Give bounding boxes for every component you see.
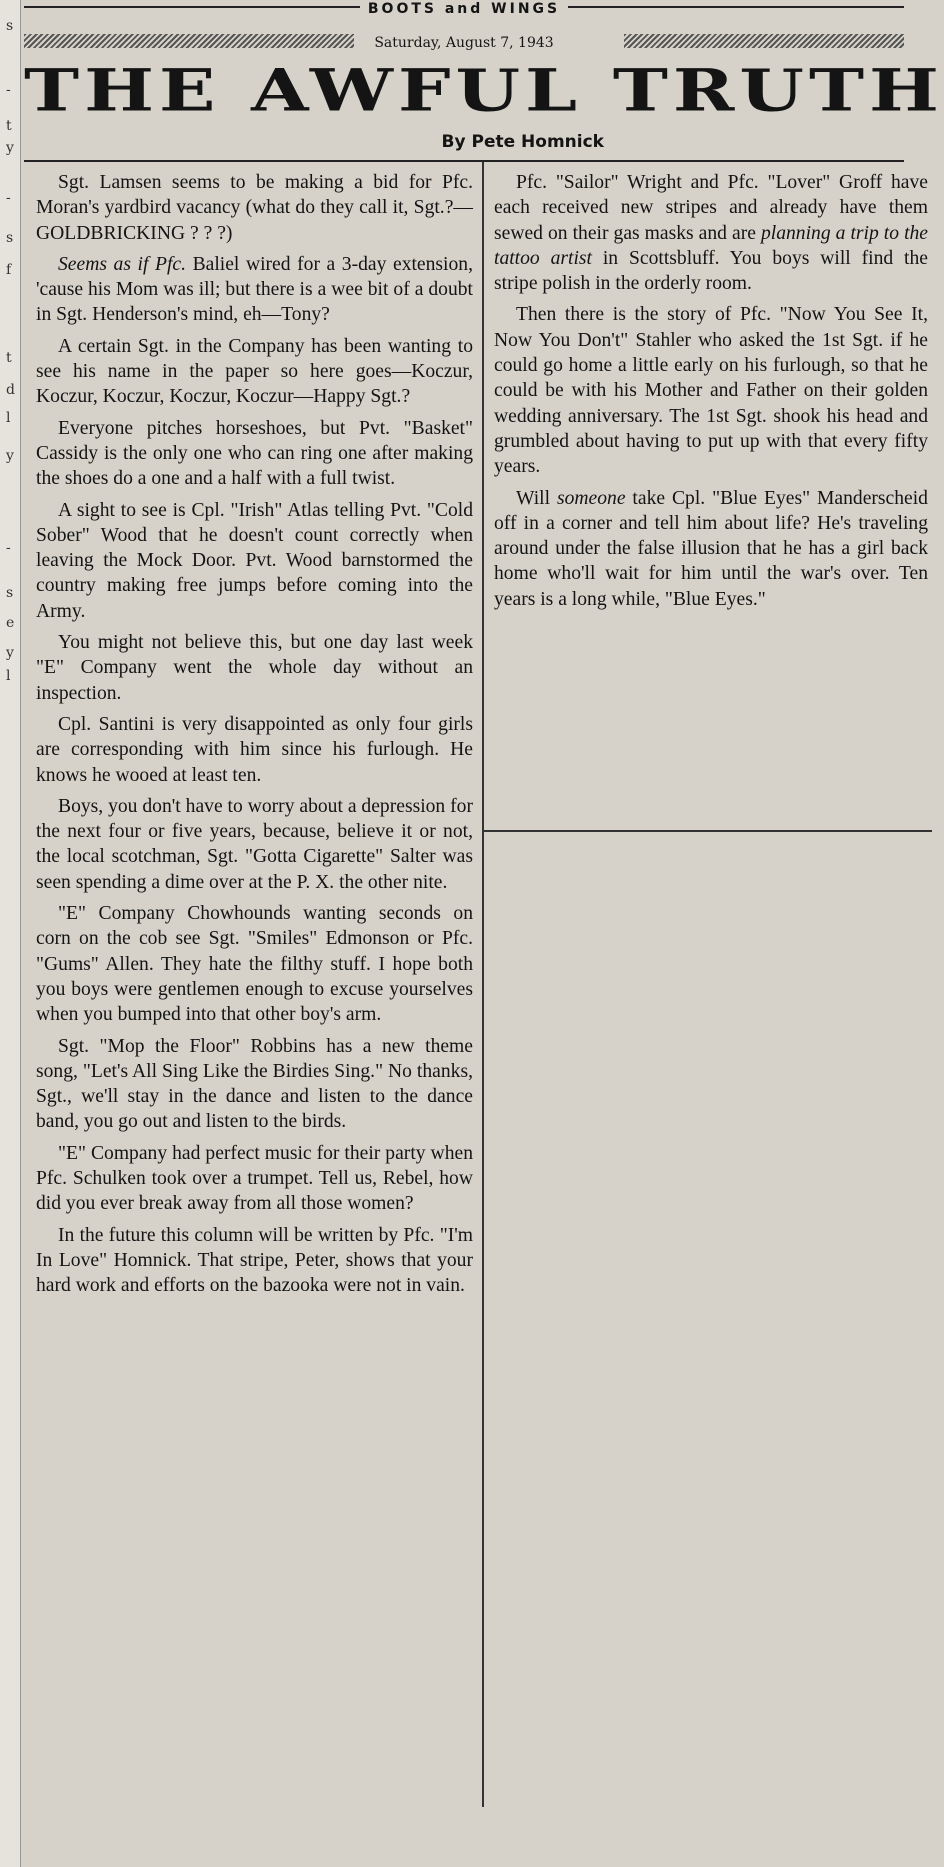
paragraph: Everyone pitches horseshoes, but Pvt. "Basket" Cassidy is the only one who can ring one after making the shoes do a one and a half with a full twist.	[36, 417, 473, 490]
gutter-mark: e	[6, 615, 15, 631]
article-headline: THE AWFUL TRUTH	[24, 57, 944, 125]
left-column	[36, 170, 473, 1304]
paragraph: A certain Sgt. in the Company has been wanting to see his name in the paper so here goes—Koczur, Koczur, Koczur, Koczur, Koczur—Happy Sgt.?	[36, 335, 473, 408]
issue-date: Saturday, August 7, 1943	[374, 35, 554, 51]
column-divider	[482, 162, 484, 1807]
gutter-mark: t	[6, 118, 12, 134]
hatch-ornament-left	[24, 34, 354, 48]
gutter-mark: d	[6, 382, 15, 398]
paragraph: "E" Company had perfect music for their party when Pfc. Schulken took over a trumpet. Tell us, Rebel, how did you ever break away from all those women?	[36, 1142, 473, 1215]
gutter-mark: -	[6, 540, 11, 556]
gutter-mark: s	[6, 18, 14, 34]
paragraph: You might not believe this, but one day last week "E" Company went the whole day without an inspection.	[36, 632, 473, 704]
left-gutter-fragment	[0, 0, 21, 1867]
gutter-mark: y	[6, 645, 14, 661]
paragraph: Will someone take Cpl. "Blue Eyes" Manderscheid off in a corner and tell him about life? He's traveling around under the false illusion that he has a girl back home who'll wait for him until the war's over. Ten years is a long while, "Blue Eyes."	[494, 487, 928, 610]
newspaper-page	[24, 1, 944, 1297]
column-end-rule	[484, 830, 932, 832]
gutter-mark: l	[6, 410, 11, 426]
paragraph: In the future this column will be written by Pfc. "I'm In Love" Homnick. That stripe, Peter, shows that your hard work and efforts on the bazooka were not in vain.	[36, 1224, 473, 1297]
dateline	[24, 30, 904, 52]
paragraph: "E" Company Chowhounds wanting seconds on corn on the cob see Sgt. "Smiles" Edmonson or Pfc. "Gums" Allen. They hate the filthy stuff. I hope both you boys were gentlemen enough to excuse yourselves when you bumped into that other boy's arm.	[36, 903, 473, 1026]
paragraph: Sgt. "Mop the Floor" Robbins has a new theme song, "Let's All Sing Like the Birdies Sing." No thanks, Sgt., we'll stay in the dance and listen to the dance band, you go out and listen to the birds.	[36, 1035, 473, 1133]
article-byline: By Pete Homnick	[441, 132, 604, 152]
paragraph: Cpl. Santini is very disappointed as only four girls are corresponding with him since his furlough. He knows he wooed at least ten.	[36, 713, 473, 786]
paragraph: Sgt. Lamsen seems to be making a bid for Pfc. Moran's yardbird vacancy (what do they call it, Sgt.?—GOLDBRICKING ? ? ?)	[36, 172, 473, 244]
gutter-mark: f	[6, 262, 12, 278]
gutter-mark: l	[6, 668, 11, 684]
gutter-mark: y	[6, 140, 14, 156]
paragraph: Seems as if Pfc. Baliel wired for a 3-day extension, 'cause his Mom was ill; but there is a wee bit of a doubt in Sgt. Henderson's mind, eh—Tony?	[36, 253, 473, 326]
publication-name: BOOTS and WINGS	[360, 1, 568, 17]
masthead	[24, 1, 904, 30]
right-column	[494, 170, 928, 618]
paragraph: A sight to see is Cpl. "Irish" Atlas telling Pvt. "Cold Sober" Wood that he doesn't count correctly when leaving the Mock Door. Pvt. Wood barnstormed the country making free jumps before coming into the Army.	[36, 499, 473, 622]
gutter-mark: s	[6, 585, 14, 601]
gutter-mark: -	[6, 82, 11, 98]
paragraph: Boys, you don't have to worry about a depression for the next four or five years, because, believe it or not, the local scotchman, Sgt. "Gotta Cigarette" Salter was seen spending a dime over at the P. X. the other nite.	[36, 795, 473, 893]
paragraph: Pfc. "Sailor" Wright and Pfc. "Lover" Groff have each received new stripes and already have them sewed on their gas masks and are planning a trip to the tattoo artist in Scottsbluff. You boys will find the stripe polish in the orderly room.	[494, 172, 928, 295]
paragraph: Then there is the story of Pfc. "Now You See It, Now You Don't" Stahler who asked the 1st Sgt. if he could go home a little early on his furlough, so that he could be with his Mother and Father on their golden wedding anniversary. The 1st Sgt. shook his head and grumbled about having to put up with that every fifty years.	[494, 304, 928, 478]
gutter-mark: y	[6, 448, 14, 464]
gutter-mark: s	[6, 230, 14, 246]
article-body	[24, 160, 928, 1297]
hatch-ornament-right	[624, 34, 904, 48]
gutter-mark: t	[6, 350, 12, 366]
gutter-mark: -	[6, 190, 11, 206]
